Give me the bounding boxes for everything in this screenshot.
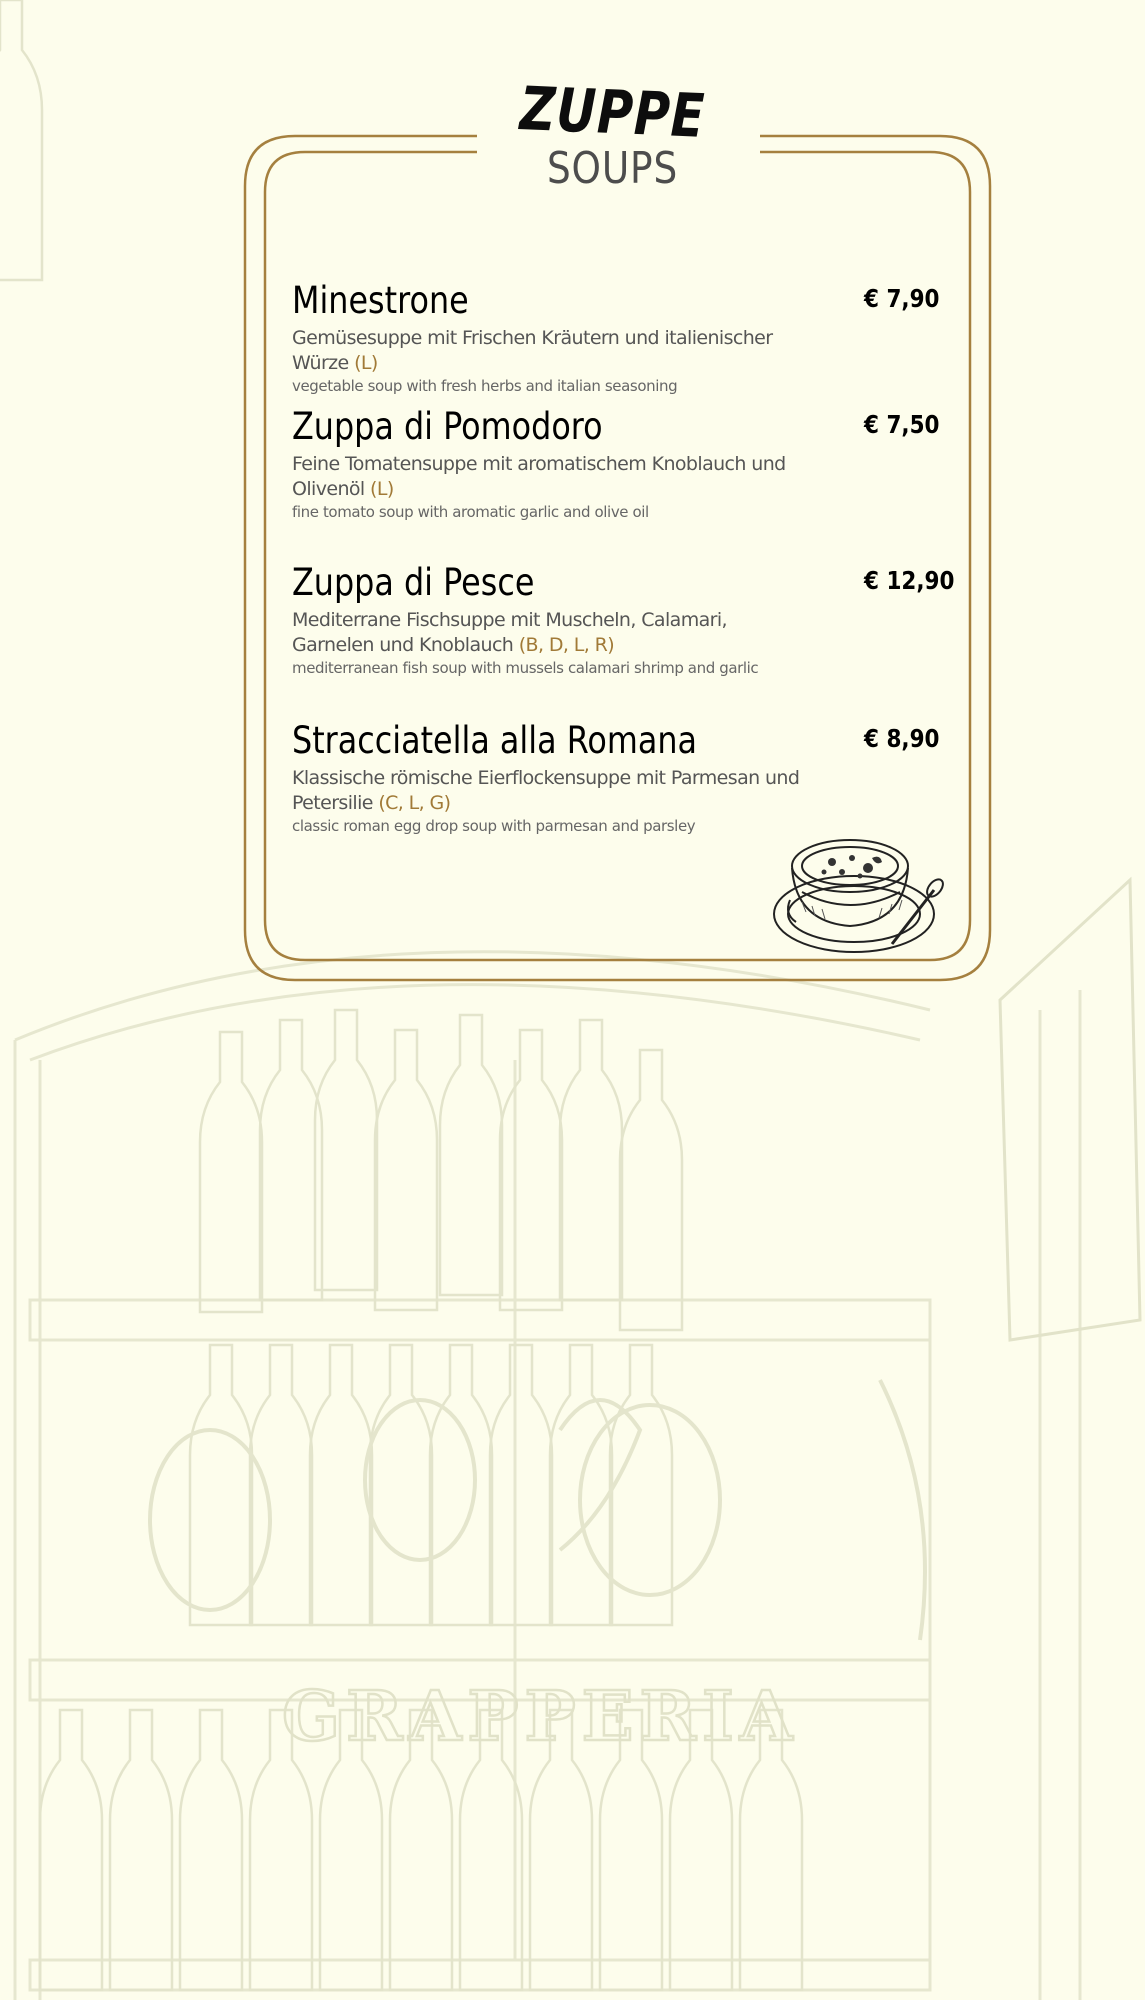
menu-item-description-en: vegetable soup with fresh herbs and italian seasoning <box>292 377 678 395</box>
menu-item-description-en: mediterranean fish soup with mussels calamari shrimp and garlic <box>292 659 759 677</box>
description-text: Klassische römische Eierflockensuppe mit Parmesan und Petersilie <box>292 767 800 814</box>
background-sign-text: GRAPPERIA <box>282 1677 799 1757</box>
menu-item-name: Stracciatella alla Romana <box>292 719 698 762</box>
menu-item-name: Minestrone <box>292 279 469 322</box>
menu-item <box>292 278 952 396</box>
allergen-codes: (L) <box>370 478 394 500</box>
description-text: Gemüsesuppe mit Frischen Kräutern und italienischer Würze <box>292 327 773 374</box>
menu-item-price: € 12,90 <box>864 566 955 595</box>
menu-item-description-en: fine tomato soup with aromatic garlic and olive oil <box>292 503 649 521</box>
menu-item-name: Zuppa di Pesce <box>292 561 535 604</box>
menu-item <box>292 718 952 836</box>
menu-item-description-de <box>292 766 812 816</box>
allergen-codes: (L) <box>354 352 378 374</box>
menu-item-price: € 7,50 <box>864 410 940 439</box>
allergen-codes: (B, D, L, R) <box>518 634 615 656</box>
description-text: Feine Tomatensuppe mit aromatischem Knoblauch und Olivenöl <box>292 453 786 500</box>
menu-item-name: Zuppa di Pomodoro <box>292 405 603 448</box>
menu-item-description-de <box>292 326 812 376</box>
menu-item-description-en: classic roman egg drop soup with parmesan and parsley <box>292 817 696 835</box>
description-text: Mediterrane Fischsuppe mit Muscheln, Calamari, Garnelen und Knoblauch <box>292 609 727 656</box>
menu-item <box>292 560 955 678</box>
menu-section-header <box>470 74 755 194</box>
menu-item <box>292 404 952 522</box>
menu-item-description-de <box>292 452 812 502</box>
section-title: ZUPPE <box>518 74 707 152</box>
menu-item-price: € 8,90 <box>864 724 940 753</box>
menu-item-price: € 7,90 <box>864 284 940 313</box>
allergen-codes: (C, L, G) <box>378 792 451 814</box>
soup-bowl-illustration-icon <box>772 822 944 960</box>
menu-item-description-de <box>292 608 812 658</box>
section-subtitle: SOUPS <box>546 143 679 194</box>
